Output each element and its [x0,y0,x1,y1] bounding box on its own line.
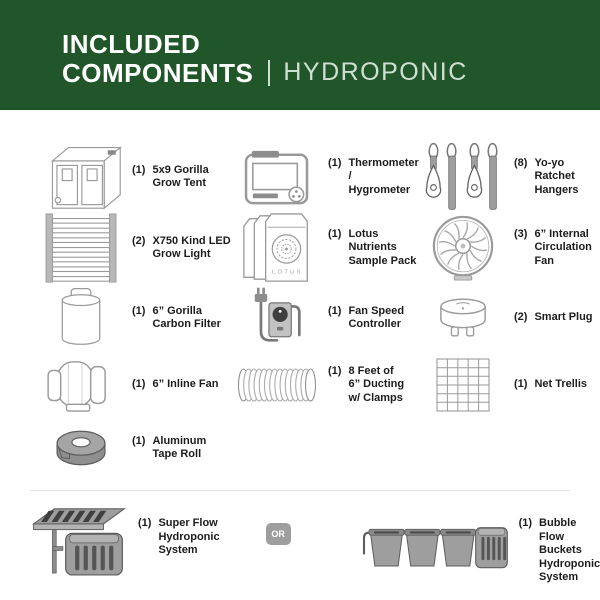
title-line2: COMPONENTS [62,57,254,88]
item-label: Super Flow Hydroponic System [158,517,220,556]
item-qty: (2) [132,234,146,247]
item-label: Bubble Flow Buckets Hydroponic System [539,517,600,583]
item-qty: (1) [132,304,146,317]
item-label: Thermometer / Hygrometer [348,156,419,196]
item-label: Fan Speed Controller [348,304,405,330]
item-label: Aluminum Tape Roll [152,434,207,460]
fan-speed-controller-icon [245,285,309,351]
item-label: Lotus Nutrients Sample Pack [348,227,417,267]
led-grow-light-icon [41,213,121,283]
item-label: Smart Plug [534,311,593,324]
tape-roll-icon [51,426,111,470]
title-subtitle: HYDROPONIC [283,58,468,87]
component-item-ducting [236,352,422,418]
section-divider [30,490,570,491]
item-label: X750 Kind LED Grow Light [152,234,231,260]
item-label: 6” Inline Fan [152,378,219,391]
component-item-smart-plug [422,284,594,352]
component-item-nutrients [236,212,422,284]
item-label: 8 Feet of 6” Ducting w/ Clamps [348,364,405,404]
circulation-fan-icon [428,214,498,282]
title-line1: INCLUDED [62,29,201,59]
nutrients-brand-text: LOTUS [272,269,303,276]
nutrients-sample-pack-icon [240,213,314,283]
item-qty: (1) [514,378,528,391]
component-item-circulation-fan [422,212,594,284]
thermometer-hygrometer-icon [242,147,312,207]
component-item-tape-roll [40,418,236,478]
item-qty: (8) [514,156,528,169]
item-qty: (1) [132,163,146,176]
item-qty: (2) [514,311,528,324]
item-label: Net Trellis [534,378,588,391]
component-item-inline-fan [40,352,236,418]
item-qty: (1) [132,378,146,391]
header-banner [0,0,600,110]
system-item-bubble-flow [359,501,600,585]
carbon-filter-icon [51,285,111,351]
component-item-speed-controller [236,284,422,352]
net-trellis-icon [435,357,491,413]
inline-fan-icon [45,356,117,414]
item-qty: (1) [518,517,533,529]
item-qty: (1) [138,517,152,529]
system-item-super-flow [26,501,220,579]
grow-tent-icon [40,142,122,212]
hydro-systems-row [26,501,600,585]
item-label: 6” Internal Circulation Fan [534,227,592,267]
component-item-led-light [40,212,236,284]
components-grid [40,142,594,478]
item-label: 6” Gorilla Carbon Filter [152,304,221,330]
item-qty: (1) [328,227,342,240]
bubble-flow-buckets-icon [359,509,509,573]
item-label: Yo-yo Ratchet Hangers [534,156,579,196]
item-qty: (3) [514,227,528,240]
item-label: 5x9 Gorilla Grow Tent [152,163,209,189]
item-qty: (1) [328,156,342,169]
smart-plug-icon [433,293,493,343]
component-item-net-trellis [422,352,594,418]
component-item-grow-tent [40,142,236,212]
component-item-yoyo-hangers [422,142,594,212]
component-item-carbon-filter [40,284,236,352]
item-qty: (1) [132,434,146,447]
or-badge: OR [266,523,291,545]
item-qty: (1) [328,364,342,377]
item-qty: (1) [328,304,342,317]
ducting-icon [238,367,316,403]
super-flow-system-icon [26,501,128,579]
yoyo-ratchet-hangers-icon [423,142,503,212]
title-separator [268,60,270,86]
component-item-thermometer [236,142,422,212]
